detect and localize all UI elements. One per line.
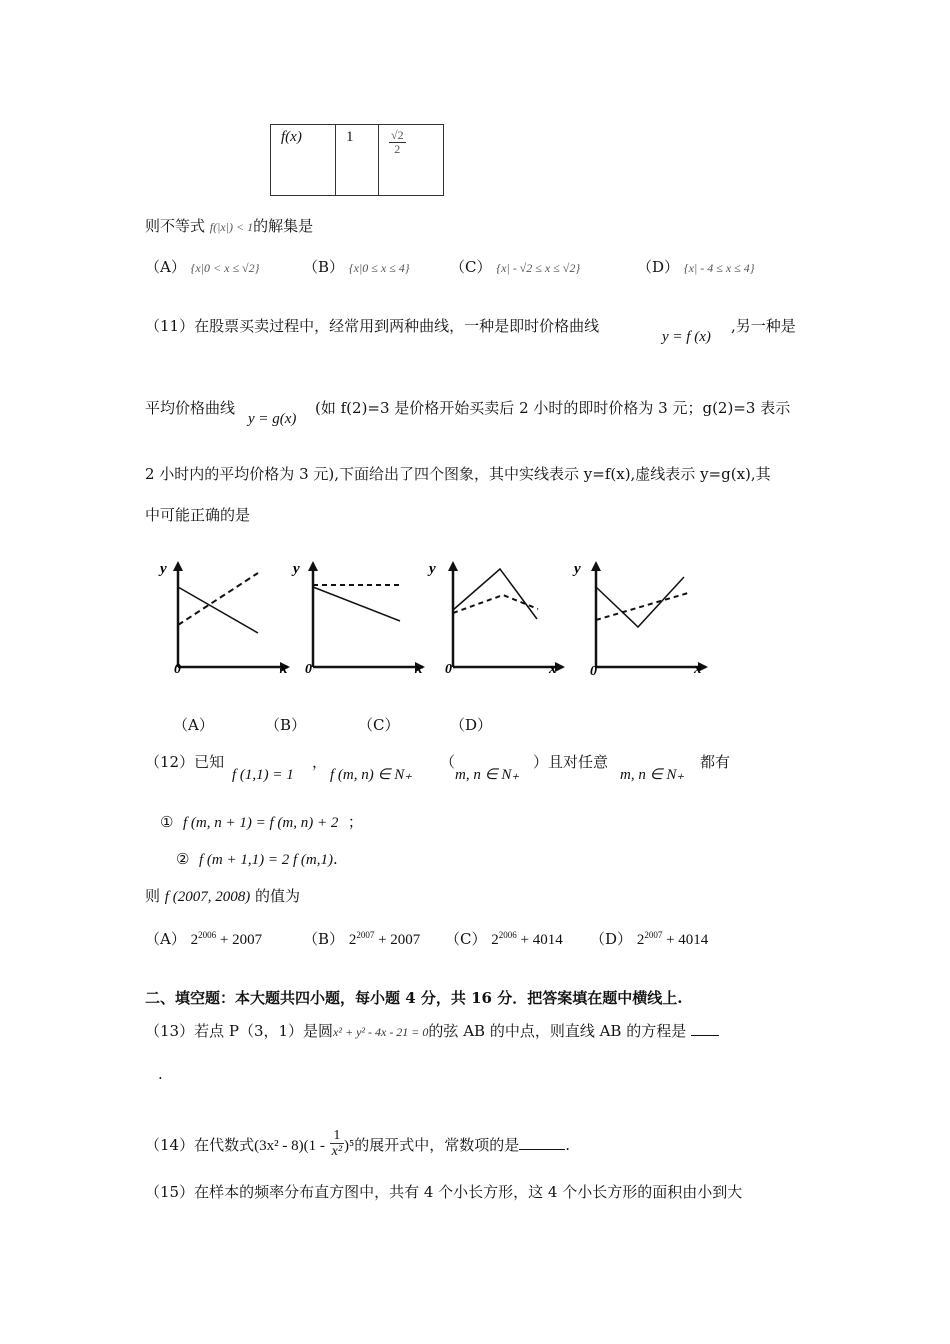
section-2-heading: 二、填空题：本大题共四小题，每小题 4 分，共 16 分．把答案填在题中横线上. [145,989,683,1007]
x-axis-label: x [694,661,702,677]
graph-c [425,555,575,689]
y-axis-label: y [574,561,581,577]
table-cell-fx: f(x) [271,125,336,196]
x-axis-label: x [280,661,288,677]
q12-expr4: m, n ∈ N₊ [620,767,685,783]
q12-option-a: （A） $2^{2006} + 2007$ [145,930,263,948]
q12-option-d: （D） $2^{2007} + 4014$ [590,930,709,948]
dashed-line-g [178,573,258,625]
q12-comma: ， [312,753,328,771]
table-cell-one: 1 [336,125,379,196]
graph-label-d: （D） [450,716,493,734]
q14-line: （14）在代数式(3x² - 8)(1 - $\frac{1}{\text{x²}}$ )⁵的展开式中，常数项的是 . [145,1128,571,1160]
graph-d [568,555,718,689]
solid-line-f [178,587,258,633]
q11-line1-end: ,另一种是 [731,317,796,335]
solid-line-f [453,569,537,619]
q12-expr1: f (1,1) = 1 [232,767,294,783]
origin-label: 0 [174,662,181,677]
x-axis-label: x [549,661,557,677]
q12-stem-a: （12）已知 [145,753,225,771]
origin-label: 0 [445,662,452,677]
q12-ask: 则 f (2007, 2008) 的值为 [145,887,301,905]
q10-stem: 则不等式 f(|x|) < 1的解集是 [145,217,314,235]
q15-line: （15）在样本的频率分布直方图中，共有 4 个小长方形，这 4 个小长方形的面积由小到大 [145,1183,743,1201]
q11-line3: 2 小时内的平均价格为 3 元),下面给出了四个图象，其中实线表示 y=f(x),虚线表示 y=g(x),其 [145,465,771,483]
y-axis-label: y [293,561,300,577]
y-axis-label: y [160,561,167,577]
graph-label-b: （B） [265,716,307,734]
q12-stem-b: 都有 [700,753,731,771]
graph-a [150,555,300,689]
q10-option-d: （D） {x| - 4 ≤ x ≤ 4} [637,258,755,276]
q10-option-a: （A） {x|0 < x ≤ √2} [145,258,260,276]
graph-label-a: （A） [173,716,214,734]
q12-option-c: （C） $2^{2006} + 4014$ [445,930,563,948]
solid-line-f [596,577,684,627]
q11-line2-b: (如 f(2)=3 是价格开始买卖后 2 小时的即时价格为 3 元；g(2)=3 表示 [315,399,791,417]
q12-option-b: （B） $2^{2007} + 2007$ [303,930,421,948]
q12-expr2: f (m, n) ∈ N₊ [330,767,413,783]
q12-paren-close: ）且对任意 [533,753,609,771]
q10-option-c: （C） {x| - √2 ≤ x ≤ √2} [450,258,581,276]
y-axis-label: y [429,561,436,577]
q12-paren-open: （ [440,753,456,771]
origin-label: 0 [305,662,312,677]
q11-line1-expr: y = f (x) [662,329,711,345]
q11-line1: （11）在股票买卖过程中，经常用到两种曲线，一种是即时价格曲线 [145,317,600,335]
q12-expr3: m, n ∈ N₊ [455,767,520,783]
function-value-table [270,124,444,196]
q11-line2-expr: y = g(x) [248,411,297,427]
q11-line2-a: 平均价格曲线 [145,399,236,417]
table-cell-root2-over-2: $\frac{√2}{2}$ [379,125,444,196]
graph-label-c: （C） [358,716,400,734]
q13-end: . [158,1065,163,1083]
dashed-line-g [596,593,688,620]
q13-line: （13）若点 P（3，1）是圆x² + y² - 4x - 21 = 0的弦 AB 的中点，则直线 AB 的方程是 [145,1021,719,1042]
q12-condition-1: ① f (m, n + 1) = f (m, n) + 2 ； [160,813,363,831]
solid-line-f [313,587,400,621]
q11-line4: 中可能正确的是 [145,506,251,524]
q10-option-b: （B） {x|0 ≤ x ≤ 4} [303,258,410,276]
origin-label: 0 [590,664,597,679]
x-axis-label: x [415,661,423,677]
graph-b [285,555,435,689]
q12-condition-2: ② f (m + 1,1) = 2 f (m,1). [176,850,338,868]
